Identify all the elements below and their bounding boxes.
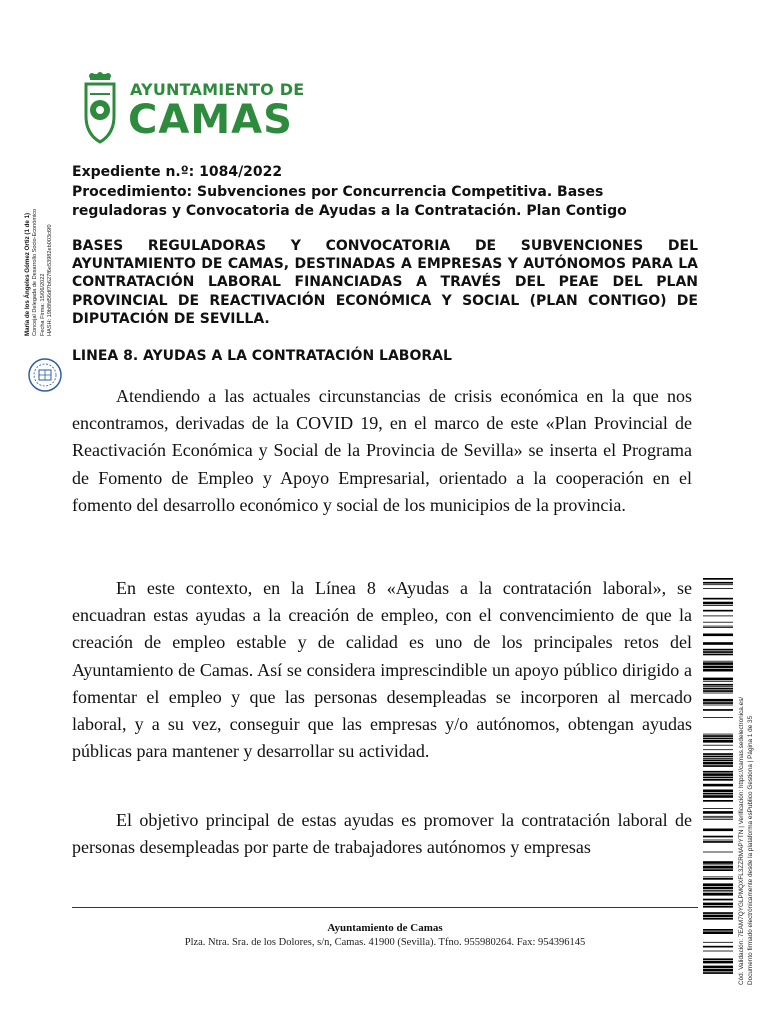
logo-main-text: CAMAS	[128, 97, 293, 143]
section-heading: LINEA 8. AYUDAS A LA CONTRATACIÓN LABORAL	[72, 348, 452, 364]
footer-address: Plza. Ntra. Sra. de los Dolores, s/n, Camas. 41900 (Sevilla). Tfno. 955980264. Fax: 954396145	[184, 937, 586, 948]
crest-icon	[78, 72, 122, 144]
barcode-icon	[703, 578, 733, 978]
procedimiento: Procedimiento: Subvenciones por Concurrencia Competitiva. Bases reguladoras y Convocatoria de Ayudas a la Contratación. Plan Contigo	[72, 184, 627, 219]
paragraph-2-text: En este contexto, en la Línea 8 «Ayudas a la contratación laboral», se encuadran estas ayudas a la creación de empleo, con el convencimiento de que la creación de empleo estable y de calidad es uno de los principales retos del Ayuntamiento de Camas. Así se considera imprescindible un apoyo público dirigido a fomentar el empleo y que las personas desempleadas se incorporen al mercado laboral, y a su vez, conseguir que las empresas y/o autónomos, obtengan ayudas públicas para mantener y desarrollar su actividad.	[72, 578, 692, 762]
verification-info	[738, 625, 755, 985]
ayuntamiento-logo	[78, 72, 305, 144]
seal-icon	[22, 350, 68, 400]
paragraph-3	[72, 807, 692, 861]
signer-role: Concejal Delegada de Desarrollo Socio-Económico	[32, 208, 38, 336]
footer-divider	[72, 907, 698, 908]
verification-code: Cód. Validación: 7EAM7QYGLPMQXFL3ZZRMAPYTN | Verificación: https://camas.sedelectronica.es/	[738, 696, 745, 985]
paragraph-2	[72, 575, 692, 765]
signature-date: Fecha Firma: 15/06/2022	[39, 273, 46, 336]
signature-stamp	[24, 176, 70, 336]
footer-organization: Ayuntamiento de Camas	[327, 922, 443, 934]
expediente-number: Expediente n.º: 1084/2022	[72, 164, 283, 180]
paragraph-1-text: Atendiendo a las actuales circunstancias de crisis económica en la que nos encontramos, derivadas de la COVID 19, en el marco de este «Plan Provincial de Reactivación Económica y Social de la Provincia de Sevilla» se inserta el Programa de Fomento de Empleo y Apoyo Empresarial, orientado a la cooperación en el fomento del desarrollo económico y social de los municipios de la provincia.	[72, 386, 692, 515]
signer-name: María de los Ángeles Gómez Ortiz (1 de 1)	[24, 212, 31, 336]
document-title: BASES REGULADORAS Y CONVOCATORIA DE SUBVENCIONES DEL AYUNTAMIENTO DE CAMAS, DESTINADAS A EMPRESAS Y AUTÓNOMOS PARA LA CONTRATACIÓN LABORAL FINANCIADAS A TRAVÉS DEL PEAE DEL PLAN PROVINCIAL DE REACTIVACIÓN ECONÓMICA Y SOCIAL (PLAN CONTIGO) DE DIPUTACIÓN DE SEVILLA.	[72, 238, 698, 327]
verification-note: Documento firmado electrónicamente desde la plataforma esPublico Gestiona | Página 1 de 35	[746, 715, 754, 985]
signature-hash: HASH: 19b8fd56df7b627f6e53982eb003c6f0	[47, 224, 53, 336]
logo-top-text: AYUNTAMIENTO DE	[130, 80, 305, 99]
paragraph-1	[72, 383, 692, 519]
paragraph-3-text: El objetivo principal de estas ayudas es promover la contratación laboral de personas desempleadas por parte de trabajadores autónomos y empresas	[72, 810, 692, 858]
